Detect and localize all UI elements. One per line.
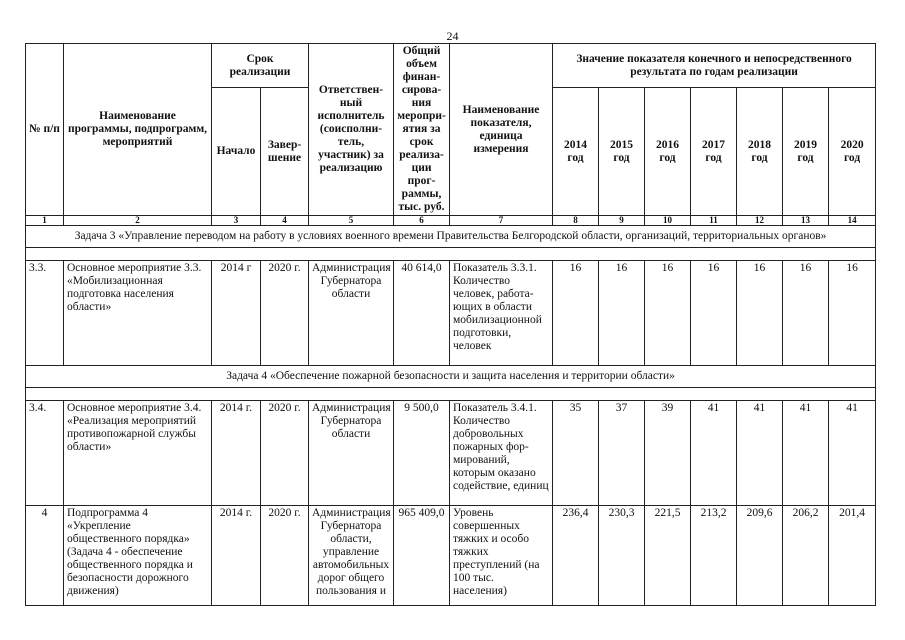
col-number: 2 (64, 216, 212, 226)
task-3-heading: Задача 3 «Управление переводом на работу в условиях военного времени Правительства Белгородской области, организаций, территориальных органов» (26, 226, 876, 248)
col-number: 4 (261, 216, 309, 226)
header-term: Срок реализации (212, 44, 309, 88)
row-value: 236,4 (553, 506, 599, 606)
header-year: 2014 год (553, 88, 599, 216)
row-volume: 9 500,0 (394, 401, 450, 506)
row-volume: 40 614,0 (394, 261, 450, 366)
row-value: 41 (783, 401, 829, 506)
header-year: 2015 год (599, 88, 645, 216)
task-4-heading: Задача 4 «Обеспечение пожарной безопасности и защита населения и территории области» (26, 366, 876, 388)
row-responsible: Администрация Губернатора области, управление автомобильных дорог общего пользования и (309, 506, 394, 606)
row-indicator: Показатель 3.4.1. Количество добровольных пожарных фор-мирований, которым оказано содействие, единиц (450, 401, 553, 506)
row-value: 16 (691, 261, 737, 366)
row-num: 3.3. (26, 261, 64, 366)
header-values: Значение показателя конечного и непосредственного результата по годам реализации (553, 44, 876, 88)
row-value: 35 (553, 401, 599, 506)
row-value: 209,6 (737, 506, 783, 606)
row-value: 206,2 (783, 506, 829, 606)
header-indicator: Наименование показателя, единица измерения (450, 44, 553, 216)
row-value: 221,5 (645, 506, 691, 606)
row-value: 39 (645, 401, 691, 506)
row-name: Основное мероприятие 3.3. «Мобилизационная подготовка населения области» (64, 261, 212, 366)
header-year: 2018 год (737, 88, 783, 216)
col-number: 6 (394, 216, 450, 226)
page-number: 24 (446, 29, 459, 43)
header-start: Начало (212, 88, 261, 216)
header-num: № п/п (26, 44, 64, 216)
col-number: 7 (450, 216, 553, 226)
table-row (26, 401, 876, 506)
row-end: 2020 г. (261, 401, 309, 506)
row-value: 201,4 (829, 506, 876, 606)
program-table (25, 43, 876, 606)
row-value: 16 (737, 261, 783, 366)
row-start: 2014 г. (212, 401, 261, 506)
table-row (26, 261, 876, 366)
row-volume: 965 409,0 (394, 506, 450, 606)
row-value: 16 (599, 261, 645, 366)
row-value: 213,2 (691, 506, 737, 606)
col-number: 8 (553, 216, 599, 226)
row-indicator: Показатель 3.3.1. Количество человек, работа-ющих в области мобилизационной подготовки, человек (450, 261, 553, 366)
row-value: 41 (829, 401, 876, 506)
header-year: 2020 год (829, 88, 876, 216)
col-number: 10 (645, 216, 691, 226)
row-indicator: Уровень совершенных тяжких и особо тяжких преступлений (на 100 тыс. населения) (450, 506, 553, 606)
header-year: 2019 год (783, 88, 829, 216)
row-value: 41 (691, 401, 737, 506)
col-number: 5 (309, 216, 394, 226)
row-start: 2014 г. (212, 506, 261, 606)
col-number: 1 (26, 216, 64, 226)
row-name: Подпрограмма 4 «Укрепление общественного порядка» (Задача 4 - обеспечение общественного порядка и безопасности дорожного движения) (64, 506, 212, 606)
row-start: 2014 г (212, 261, 261, 366)
header-volume: Общий объем финан-сирова-ния меропри-ятия за срок реализа-ции прог-раммы, тыс. руб. (394, 44, 450, 216)
table-row (26, 506, 876, 606)
row-end: 2020 г. (261, 506, 309, 606)
header-responsible: Ответствен-ный исполнитель (соисполни-тель, участник) за реализацию (309, 44, 394, 216)
col-number: 9 (599, 216, 645, 226)
spacer-row (26, 248, 876, 261)
row-responsible: Администрация Губернатора области (309, 401, 394, 506)
row-value: 230,3 (599, 506, 645, 606)
row-value: 16 (783, 261, 829, 366)
col-number: 11 (691, 216, 737, 226)
row-responsible: Администрация Губернатора области (309, 261, 394, 366)
row-value: 16 (645, 261, 691, 366)
row-name: Основное мероприятие 3.4. «Реализация мероприятий противопожарной службы области» (64, 401, 212, 506)
col-number: 14 (829, 216, 876, 226)
row-num: 3.4. (26, 401, 64, 506)
header-end: Завер-шение (261, 88, 309, 216)
header-name: Наименование программы, подпрограмм, мероприятий (64, 44, 212, 216)
spacer-row (26, 388, 876, 401)
row-value: 16 (553, 261, 599, 366)
col-number: 12 (737, 216, 783, 226)
row-num: 4 (26, 506, 64, 606)
col-number: 3 (212, 216, 261, 226)
header-year: 2017 год (691, 88, 737, 216)
row-value: 37 (599, 401, 645, 506)
row-value: 41 (737, 401, 783, 506)
col-number: 13 (783, 216, 829, 226)
header-year: 2016 год (645, 88, 691, 216)
row-end: 2020 г. (261, 261, 309, 366)
row-value: 16 (829, 261, 876, 366)
